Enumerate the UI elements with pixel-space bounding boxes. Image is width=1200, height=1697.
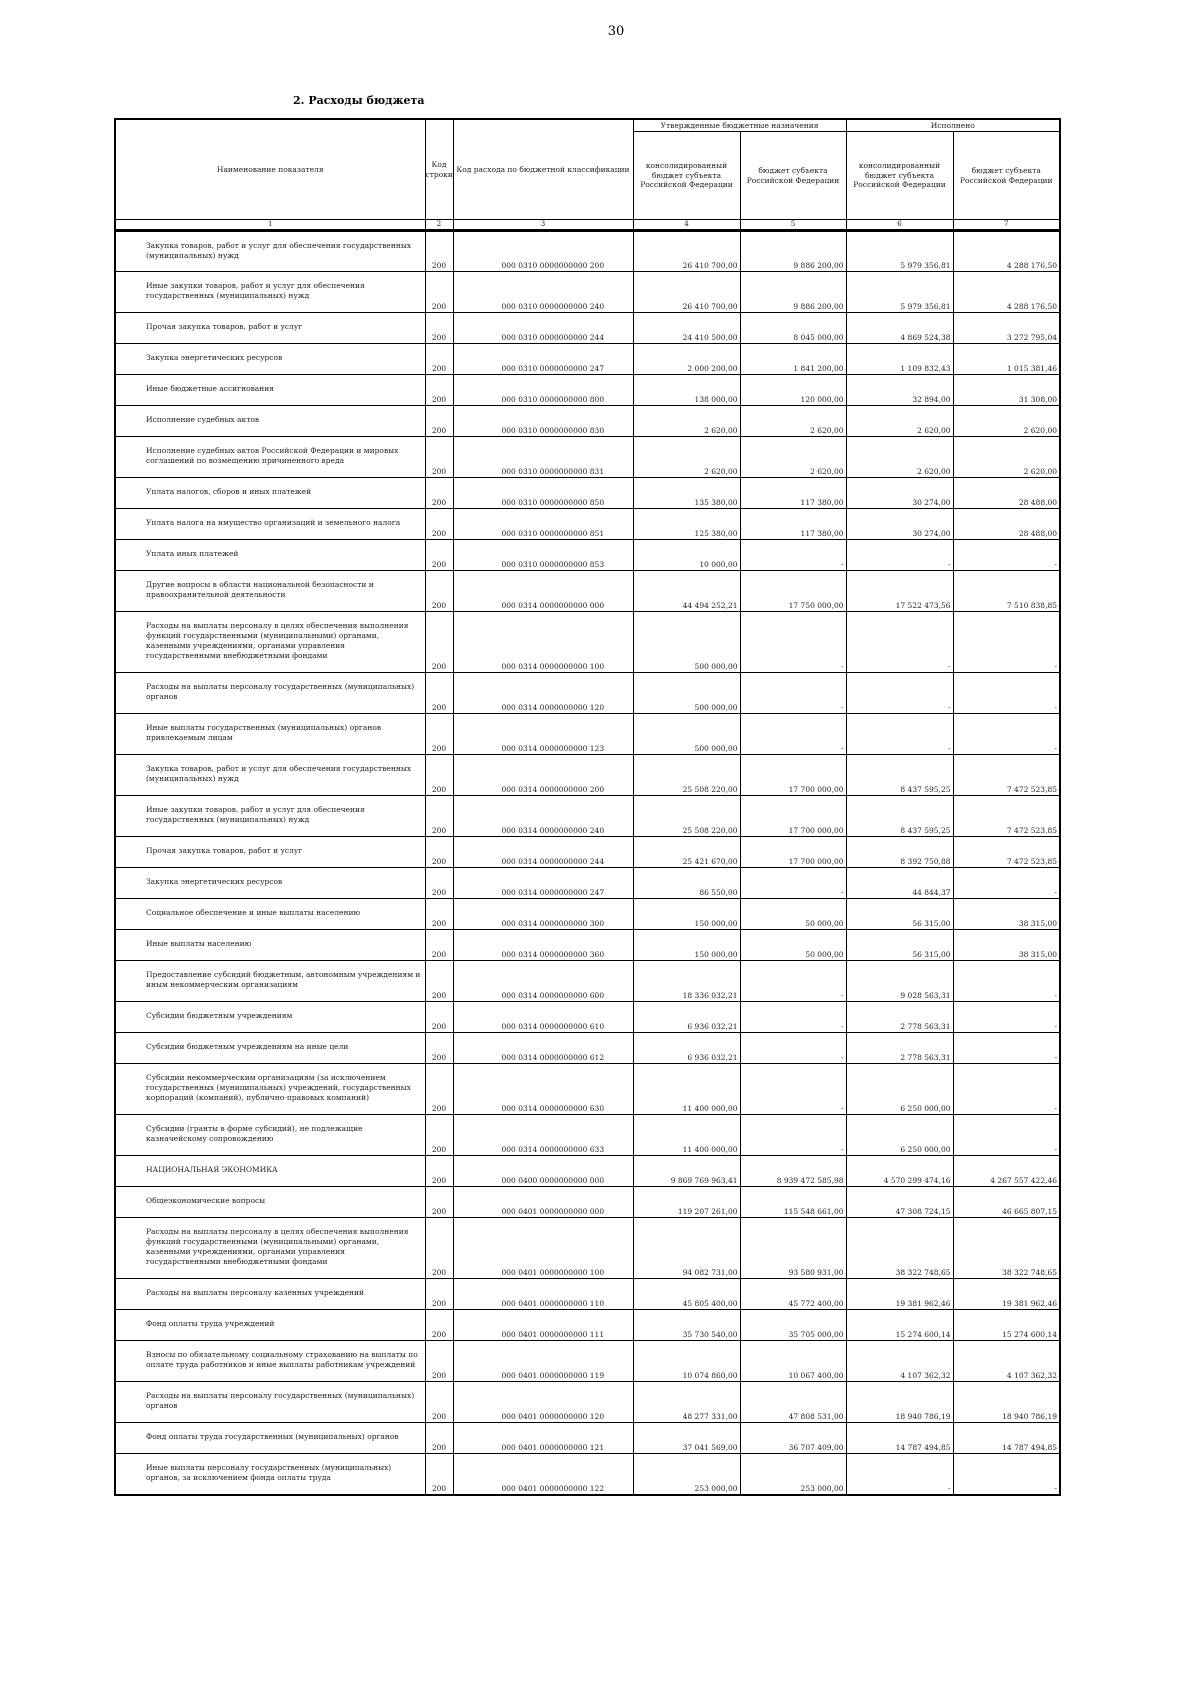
row-name: Социальное обеспечение и иные выплаты населению bbox=[115, 899, 425, 930]
executed-consolidated-value: 4 107 362,32 bbox=[846, 1341, 953, 1382]
executed-subject-value: 38 322 748,65 bbox=[953, 1218, 1060, 1279]
approved-subject-value: - bbox=[740, 673, 846, 714]
approved-consolidated-value: 10 000,00 bbox=[633, 540, 740, 571]
row-code: 200 bbox=[425, 961, 453, 1002]
executed-consolidated-value: 5 979 356,81 bbox=[846, 231, 953, 272]
approved-consolidated-value: 18 336 032,21 bbox=[633, 961, 740, 1002]
executed-subject-value: - bbox=[953, 612, 1060, 673]
col-number: 2 bbox=[425, 220, 453, 231]
approved-consolidated-value: 26 410 700,00 bbox=[633, 272, 740, 313]
table-row bbox=[115, 1033, 1060, 1064]
approved-consolidated-value: 6 936 032,21 bbox=[633, 1033, 740, 1064]
table-row bbox=[115, 714, 1060, 755]
row-code: 200 bbox=[425, 344, 453, 375]
row-name: Исполнение судебных актов Российской Федерации и мировых соглашений по возмещению причиненного вреда bbox=[115, 437, 425, 478]
approved-consolidated-value: 138 000,00 bbox=[633, 375, 740, 406]
approved-subject-value: 17 700 000,00 bbox=[740, 796, 846, 837]
approved-consolidated-value: 45 805 400,00 bbox=[633, 1279, 740, 1310]
executed-consolidated-value: - bbox=[846, 1454, 953, 1495]
executed-consolidated-value: 38 322 748,65 bbox=[846, 1218, 953, 1279]
approved-subject-value: 253 000,00 bbox=[740, 1454, 846, 1495]
approved-consolidated-value: 25 508 220,00 bbox=[633, 755, 740, 796]
table-row bbox=[115, 406, 1060, 437]
executed-consolidated-value: 17 522 473,56 bbox=[846, 571, 953, 612]
approved-consolidated-value: 119 207 261,00 bbox=[633, 1187, 740, 1218]
table-row bbox=[115, 1310, 1060, 1341]
row-kbk: 000 0401 0000000000 122 bbox=[453, 1454, 633, 1495]
row-code: 200 bbox=[425, 1187, 453, 1218]
approved-subject-value: 1 841 200,00 bbox=[740, 344, 846, 375]
executed-subject-value: 4 288 176,50 bbox=[953, 231, 1060, 272]
approved-subject-value: 8 939 472 585,98 bbox=[740, 1156, 846, 1187]
executed-subject-value: 7 472 523,85 bbox=[953, 755, 1060, 796]
executed-consolidated-value: 2 620,00 bbox=[846, 437, 953, 478]
approved-subject-value: 120 000,00 bbox=[740, 375, 846, 406]
row-code: 200 bbox=[425, 1156, 453, 1187]
executed-subject-value: 46 665 807,15 bbox=[953, 1187, 1060, 1218]
table-row bbox=[115, 1187, 1060, 1218]
row-name: Взносы по обязательному социальному страхованию на выплаты по оплате труда работников и иные выплаты работникам учреждений bbox=[115, 1341, 425, 1382]
row-code: 200 bbox=[425, 1454, 453, 1495]
table-row bbox=[115, 1156, 1060, 1187]
table-row bbox=[115, 673, 1060, 714]
row-code: 200 bbox=[425, 612, 453, 673]
table-row bbox=[115, 837, 1060, 868]
row-code: 200 bbox=[425, 930, 453, 961]
col-number: 7 bbox=[953, 220, 1060, 231]
header-executed-group: Исполнено bbox=[846, 119, 1060, 132]
row-kbk: 000 0314 0000000000 244 bbox=[453, 837, 633, 868]
executed-subject-value: - bbox=[953, 961, 1060, 1002]
executed-subject-value: - bbox=[953, 540, 1060, 571]
header-approved-consolidated: консолидированный бюджет субъекта Российской Федерации bbox=[633, 132, 740, 220]
row-name: Закупка товаров, работ и услуг для обеспечения государственных (муниципальных) нужд bbox=[115, 755, 425, 796]
row-code: 200 bbox=[425, 231, 453, 272]
approved-consolidated-value: 24 410 500,00 bbox=[633, 313, 740, 344]
executed-subject-value: - bbox=[953, 868, 1060, 899]
table-row bbox=[115, 755, 1060, 796]
row-kbk: 000 0310 0000000000 831 bbox=[453, 437, 633, 478]
executed-consolidated-value: 4 869 524,38 bbox=[846, 313, 953, 344]
row-code: 200 bbox=[425, 868, 453, 899]
row-kbk: 000 0310 0000000000 800 bbox=[453, 375, 633, 406]
row-kbk: 000 0310 0000000000 830 bbox=[453, 406, 633, 437]
header-executed-subject: бюджет субъекта Российской Федерации bbox=[953, 132, 1060, 220]
row-name: Общеэкономические вопросы bbox=[115, 1187, 425, 1218]
executed-subject-value: - bbox=[953, 1064, 1060, 1115]
executed-subject-value: - bbox=[953, 673, 1060, 714]
executed-consolidated-value: - bbox=[846, 540, 953, 571]
header-name: Наименование показателя bbox=[115, 119, 425, 220]
approved-subject-value: 9 886 200,00 bbox=[740, 231, 846, 272]
executed-consolidated-value: 8 392 750,88 bbox=[846, 837, 953, 868]
executed-consolidated-value: 4 570 299 474,16 bbox=[846, 1156, 953, 1187]
row-code: 200 bbox=[425, 796, 453, 837]
executed-consolidated-value: 6 250 000,00 bbox=[846, 1064, 953, 1115]
approved-subject-value: 45 772 400,00 bbox=[740, 1279, 846, 1310]
executed-subject-value: - bbox=[953, 1002, 1060, 1033]
row-code: 200 bbox=[425, 1423, 453, 1454]
row-name: Уплата налогов, сборов и иных платежей bbox=[115, 478, 425, 509]
row-code: 200 bbox=[425, 899, 453, 930]
approved-subject-value: 117 380,00 bbox=[740, 478, 846, 509]
row-kbk: 000 0314 0000000000 120 bbox=[453, 673, 633, 714]
row-code: 200 bbox=[425, 1033, 453, 1064]
row-name: Субсидии некоммерческим организациям (за исключением государственных (муниципальных) учреждений, государственных корпораций (компаний), публично-правовых компаний) bbox=[115, 1064, 425, 1115]
row-name: Иные закупки товаров, работ и услуг для обеспечения государственных (муниципальных) нужд bbox=[115, 796, 425, 837]
row-code: 200 bbox=[425, 1310, 453, 1341]
executed-consolidated-value: 2 778 563,31 bbox=[846, 1033, 953, 1064]
executed-consolidated-value: 9 028 563,31 bbox=[846, 961, 953, 1002]
approved-subject-value: 47 808 531,00 bbox=[740, 1382, 846, 1423]
table-row bbox=[115, 437, 1060, 478]
approved-subject-value: - bbox=[740, 1002, 846, 1033]
approved-subject-value: 2 620,00 bbox=[740, 437, 846, 478]
approved-consolidated-value: 10 074 860,00 bbox=[633, 1341, 740, 1382]
executed-consolidated-value: 2 778 563,31 bbox=[846, 1002, 953, 1033]
executed-consolidated-value: 30 274,00 bbox=[846, 509, 953, 540]
row-code: 200 bbox=[425, 313, 453, 344]
approved-subject-value: - bbox=[740, 961, 846, 1002]
executed-subject-value: 3 272 795,04 bbox=[953, 313, 1060, 344]
executed-consolidated-value: 44 844,37 bbox=[846, 868, 953, 899]
row-name: Иные выплаты населению bbox=[115, 930, 425, 961]
row-kbk: 000 0314 0000000000 240 bbox=[453, 796, 633, 837]
approved-consolidated-value: 37 041 569,00 bbox=[633, 1423, 740, 1454]
approved-consolidated-value: 25 421 670,00 bbox=[633, 837, 740, 868]
executed-consolidated-value: - bbox=[846, 612, 953, 673]
row-kbk: 000 0401 0000000000 110 bbox=[453, 1279, 633, 1310]
executed-consolidated-value: 6 250 000,00 bbox=[846, 1115, 953, 1156]
col-number: 1 bbox=[115, 220, 425, 231]
header-row-code: Код строки bbox=[425, 119, 453, 220]
executed-subject-value: - bbox=[953, 1115, 1060, 1156]
row-name: Иные выплаты персоналу государственных (муниципальных) органов, за исключением фонда оплаты труда bbox=[115, 1454, 425, 1495]
table-row bbox=[115, 612, 1060, 673]
table-row bbox=[115, 1002, 1060, 1033]
row-name: Уплата налога на имущество организаций и земельного налога bbox=[115, 509, 425, 540]
table-row bbox=[115, 1115, 1060, 1156]
table-row bbox=[115, 1454, 1060, 1495]
row-code: 200 bbox=[425, 437, 453, 478]
table-row bbox=[115, 1218, 1060, 1279]
approved-subject-value: 93 580 931,00 bbox=[740, 1218, 846, 1279]
executed-subject-value: 38 315,00 bbox=[953, 930, 1060, 961]
approved-consolidated-value: 2 620,00 bbox=[633, 437, 740, 478]
header-approved-group: Утвержденные бюджетные назначения bbox=[633, 119, 846, 132]
approved-subject-value: - bbox=[740, 1033, 846, 1064]
approved-subject-value: 50 000,00 bbox=[740, 899, 846, 930]
executed-subject-value: 1 015 381,46 bbox=[953, 344, 1060, 375]
table-row bbox=[115, 375, 1060, 406]
approved-subject-value: 50 000,00 bbox=[740, 930, 846, 961]
row-code: 200 bbox=[425, 1115, 453, 1156]
executed-subject-value: 7 510 838,85 bbox=[953, 571, 1060, 612]
approved-consolidated-value: 11 400 000,00 bbox=[633, 1115, 740, 1156]
row-kbk: 000 0314 0000000000 200 bbox=[453, 755, 633, 796]
approved-subject-value: 9 886 200,00 bbox=[740, 272, 846, 313]
row-kbk: 000 0314 0000000000 000 bbox=[453, 571, 633, 612]
row-kbk: 000 0400 0000000000 000 bbox=[453, 1156, 633, 1187]
approved-subject-value: 2 620,00 bbox=[740, 406, 846, 437]
row-name: Уплата иных платежей bbox=[115, 540, 425, 571]
approved-consolidated-value: 26 410 700,00 bbox=[633, 231, 740, 272]
row-kbk: 000 0310 0000000000 851 bbox=[453, 509, 633, 540]
approved-consolidated-value: 6 936 032,21 bbox=[633, 1002, 740, 1033]
approved-subject-value: - bbox=[740, 612, 846, 673]
executed-consolidated-value: - bbox=[846, 714, 953, 755]
approved-subject-value: - bbox=[740, 868, 846, 899]
row-name: Расходы на выплаты персоналу в целях обеспечения выполнения функций государственными (муниципальными) органами, казенными учреждениями, органами управления государственными внебюджетными фондами bbox=[115, 612, 425, 673]
header-approved-subject: бюджет субъекта Российской Федерации bbox=[740, 132, 846, 220]
executed-consolidated-value: 15 274 600,14 bbox=[846, 1310, 953, 1341]
table-row bbox=[115, 1064, 1060, 1115]
row-name: Исполнение судебных актов bbox=[115, 406, 425, 437]
row-name: Другие вопросы в области национальной безопасности и правоохранительной деятельности bbox=[115, 571, 425, 612]
executed-subject-value: 4 107 362,32 bbox=[953, 1341, 1060, 1382]
approved-consolidated-value: 2 000 200,00 bbox=[633, 344, 740, 375]
executed-subject-value: - bbox=[953, 1033, 1060, 1064]
row-code: 200 bbox=[425, 1382, 453, 1423]
table-row bbox=[115, 961, 1060, 1002]
row-name: Субсидии бюджетным учреждениям на иные цели bbox=[115, 1033, 425, 1064]
approved-consolidated-value: 500 000,00 bbox=[633, 714, 740, 755]
header-executed-consolidated: консолидированный бюджет субъекта Российской Федерации bbox=[846, 132, 953, 220]
col-number: 3 bbox=[453, 220, 633, 231]
header-classification-code: Код расхода по бюджетной классификации bbox=[453, 119, 633, 220]
approved-subject-value: 117 380,00 bbox=[740, 509, 846, 540]
row-kbk: 000 0401 0000000000 100 bbox=[453, 1218, 633, 1279]
col-number: 6 bbox=[846, 220, 953, 231]
row-code: 200 bbox=[425, 509, 453, 540]
executed-consolidated-value: 56 315,00 bbox=[846, 930, 953, 961]
approved-consolidated-value: 150 000,00 bbox=[633, 899, 740, 930]
row-name: Фонд оплаты труда государственных (муниципальных) органов bbox=[115, 1423, 425, 1454]
approved-consolidated-value: 25 508 220,00 bbox=[633, 796, 740, 837]
executed-subject-value: 2 620,00 bbox=[953, 437, 1060, 478]
col-number: 4 bbox=[633, 220, 740, 231]
row-name: Закупка товаров, работ и услуг для обеспечения государственных (муниципальных) нужд bbox=[115, 231, 425, 272]
table-row bbox=[115, 1279, 1060, 1310]
executed-consolidated-value: 8 437 595,25 bbox=[846, 796, 953, 837]
row-code: 200 bbox=[425, 673, 453, 714]
table-row bbox=[115, 540, 1060, 571]
table-row bbox=[115, 272, 1060, 313]
row-name: Закупка энергетических ресурсов bbox=[115, 344, 425, 375]
approved-consolidated-value: 500 000,00 bbox=[633, 612, 740, 673]
row-code: 200 bbox=[425, 714, 453, 755]
executed-subject-value: 2 620,00 bbox=[953, 406, 1060, 437]
row-kbk: 000 0314 0000000000 600 bbox=[453, 961, 633, 1002]
row-name: Фонд оплаты труда учреждений bbox=[115, 1310, 425, 1341]
executed-subject-value: 7 472 523,85 bbox=[953, 837, 1060, 868]
executed-consolidated-value: 2 620,00 bbox=[846, 406, 953, 437]
row-name: Прочая закупка товаров, работ и услуг bbox=[115, 837, 425, 868]
row-kbk: 000 0401 0000000000 119 bbox=[453, 1341, 633, 1382]
row-name: Расходы на выплаты персоналу казенных учреждений bbox=[115, 1279, 425, 1310]
executed-subject-value: 15 274 600,14 bbox=[953, 1310, 1060, 1341]
row-kbk: 000 0314 0000000000 612 bbox=[453, 1033, 633, 1064]
executed-consolidated-value: - bbox=[846, 673, 953, 714]
table-row bbox=[115, 344, 1060, 375]
row-kbk: 000 0310 0000000000 244 bbox=[453, 313, 633, 344]
row-kbk: 000 0314 0000000000 630 bbox=[453, 1064, 633, 1115]
approved-subject-value: 10 067 400,00 bbox=[740, 1341, 846, 1382]
row-code: 200 bbox=[425, 1218, 453, 1279]
table-row bbox=[115, 868, 1060, 899]
row-code: 200 bbox=[425, 1341, 453, 1382]
approved-subject-value: - bbox=[740, 714, 846, 755]
row-code: 200 bbox=[425, 478, 453, 509]
row-name: Прочая закупка товаров, работ и услуг bbox=[115, 313, 425, 344]
row-kbk: 000 0314 0000000000 247 bbox=[453, 868, 633, 899]
budget-expenses-table-wrapper bbox=[114, 118, 1059, 1496]
approved-consolidated-value: 135 380,00 bbox=[633, 478, 740, 509]
row-name: Субсидии (гранты в форме субсидий), не подлежащие казначейскому сопровождению bbox=[115, 1115, 425, 1156]
page-number: 30 bbox=[607, 24, 625, 39]
approved-consolidated-value: 11 400 000,00 bbox=[633, 1064, 740, 1115]
row-code: 200 bbox=[425, 1002, 453, 1033]
row-name: Иные выплаты государственных (муниципальных) органов привлекаемым лицам bbox=[115, 714, 425, 755]
row-code: 200 bbox=[425, 755, 453, 796]
row-kbk: 000 0314 0000000000 610 bbox=[453, 1002, 633, 1033]
row-name: Закупка энергетических ресурсов bbox=[115, 868, 425, 899]
executed-consolidated-value: 32 894,00 bbox=[846, 375, 953, 406]
table-row bbox=[115, 231, 1060, 272]
executed-subject-value: 28 488,00 bbox=[953, 509, 1060, 540]
approved-consolidated-value: 86 550,00 bbox=[633, 868, 740, 899]
approved-consolidated-value: 9 869 769 963,41 bbox=[633, 1156, 740, 1187]
approved-subject-value: 8 045 000,00 bbox=[740, 313, 846, 344]
approved-subject-value: - bbox=[740, 1115, 846, 1156]
executed-subject-value: - bbox=[953, 1454, 1060, 1495]
executed-consolidated-value: 19 381 962,46 bbox=[846, 1279, 953, 1310]
executed-consolidated-value: 56 315,00 bbox=[846, 899, 953, 930]
approved-subject-value: 17 700 000,00 bbox=[740, 837, 846, 868]
row-kbk: 000 0310 0000000000 247 bbox=[453, 344, 633, 375]
executed-subject-value: 4 288 176,50 bbox=[953, 272, 1060, 313]
row-name: Иные бюджетные ассигнования bbox=[115, 375, 425, 406]
executed-subject-value: 14 787 494,85 bbox=[953, 1423, 1060, 1454]
approved-consolidated-value: 2 620,00 bbox=[633, 406, 740, 437]
row-code: 200 bbox=[425, 272, 453, 313]
row-kbk: 000 0401 0000000000 120 bbox=[453, 1382, 633, 1423]
executed-subject-value: - bbox=[953, 714, 1060, 755]
executed-consolidated-value: 1 109 832,43 bbox=[846, 344, 953, 375]
row-name: Иные закупки товаров, работ и услуг для обеспечения государственных (муниципальных) нужд bbox=[115, 272, 425, 313]
row-kbk: 000 0314 0000000000 123 bbox=[453, 714, 633, 755]
row-name: НАЦИОНАЛЬНАЯ ЭКОНОМИКА bbox=[115, 1156, 425, 1187]
approved-subject-value: 115 548 661,00 bbox=[740, 1187, 846, 1218]
table-body bbox=[115, 231, 1060, 1495]
executed-consolidated-value: 30 274,00 bbox=[846, 478, 953, 509]
executed-subject-value: 4 267 557 422,46 bbox=[953, 1156, 1060, 1187]
row-name: Субсидии бюджетным учреждениям bbox=[115, 1002, 425, 1033]
row-kbk: 000 0314 0000000000 300 bbox=[453, 899, 633, 930]
table-row bbox=[115, 1382, 1060, 1423]
row-kbk: 000 0310 0000000000 200 bbox=[453, 231, 633, 272]
row-code: 200 bbox=[425, 571, 453, 612]
row-kbk: 000 0310 0000000000 850 bbox=[453, 478, 633, 509]
row-kbk: 000 0401 0000000000 111 bbox=[453, 1310, 633, 1341]
row-code: 200 bbox=[425, 375, 453, 406]
approved-subject-value: 17 750 000,00 bbox=[740, 571, 846, 612]
row-kbk: 000 0314 0000000000 360 bbox=[453, 930, 633, 961]
row-kbk: 000 0314 0000000000 633 bbox=[453, 1115, 633, 1156]
approved-consolidated-value: 150 000,00 bbox=[633, 930, 740, 961]
approved-consolidated-value: 500 000,00 bbox=[633, 673, 740, 714]
section-title: 2. Расходы бюджета bbox=[293, 94, 425, 107]
row-name: Расходы на выплаты персоналу в целях обеспечения выполнения функций государственными (муниципальными) органами, казенными учреждениями, органами управления государственными внебюджетными фондами bbox=[115, 1218, 425, 1279]
executed-subject-value: 28 488,00 bbox=[953, 478, 1060, 509]
executed-subject-value: 7 472 523,85 bbox=[953, 796, 1060, 837]
approved-subject-value: 17 700 000,00 bbox=[740, 755, 846, 796]
executed-consolidated-value: 14 787 494,85 bbox=[846, 1423, 953, 1454]
row-name: Предоставление субсидий бюджетным, автономным учреждениям и иным некоммерческим организациям bbox=[115, 961, 425, 1002]
row-kbk: 000 0401 0000000000 000 bbox=[453, 1187, 633, 1218]
budget-expenses-table bbox=[114, 118, 1061, 1496]
table-row bbox=[115, 571, 1060, 612]
table-row bbox=[115, 796, 1060, 837]
row-code: 200 bbox=[425, 540, 453, 571]
approved-subject-value: 36 707 409,00 bbox=[740, 1423, 846, 1454]
row-kbk: 000 0310 0000000000 240 bbox=[453, 272, 633, 313]
row-code: 200 bbox=[425, 1064, 453, 1115]
table-row bbox=[115, 930, 1060, 961]
table-row bbox=[115, 313, 1060, 344]
table-row bbox=[115, 509, 1060, 540]
executed-subject-value: 38 315,00 bbox=[953, 899, 1060, 930]
row-name: Расходы на выплаты персоналу государственных (муниципальных) органов bbox=[115, 673, 425, 714]
approved-consolidated-value: 44 494 252,21 bbox=[633, 571, 740, 612]
executed-consolidated-value: 8 437 595,25 bbox=[846, 755, 953, 796]
approved-consolidated-value: 125 380,00 bbox=[633, 509, 740, 540]
table-row bbox=[115, 899, 1060, 930]
row-code: 200 bbox=[425, 406, 453, 437]
executed-consolidated-value: 47 308 724,15 bbox=[846, 1187, 953, 1218]
approved-consolidated-value: 48 277 331,00 bbox=[633, 1382, 740, 1423]
row-kbk: 000 0314 0000000000 100 bbox=[453, 612, 633, 673]
approved-consolidated-value: 35 730 540,00 bbox=[633, 1310, 740, 1341]
approved-subject-value: - bbox=[740, 1064, 846, 1115]
table-header bbox=[115, 119, 1060, 231]
executed-subject-value: 31 308,00 bbox=[953, 375, 1060, 406]
row-kbk: 000 0401 0000000000 121 bbox=[453, 1423, 633, 1454]
table-row bbox=[115, 1341, 1060, 1382]
approved-consolidated-value: 253 000,00 bbox=[633, 1454, 740, 1495]
table-row bbox=[115, 478, 1060, 509]
executed-consolidated-value: 5 979 356,81 bbox=[846, 272, 953, 313]
col-number: 5 bbox=[740, 220, 846, 231]
approved-subject-value: - bbox=[740, 540, 846, 571]
executed-subject-value: 19 381 962,46 bbox=[953, 1279, 1060, 1310]
table-row bbox=[115, 1423, 1060, 1454]
row-kbk: 000 0310 0000000000 853 bbox=[453, 540, 633, 571]
approved-subject-value: 35 705 000,00 bbox=[740, 1310, 846, 1341]
row-code: 200 bbox=[425, 837, 453, 868]
executed-consolidated-value: 18 940 786,19 bbox=[846, 1382, 953, 1423]
row-code: 200 bbox=[425, 1279, 453, 1310]
row-name: Расходы на выплаты персоналу государственных (муниципальных) органов bbox=[115, 1382, 425, 1423]
executed-subject-value: 18 940 786,19 bbox=[953, 1382, 1060, 1423]
approved-consolidated-value: 94 082 731,00 bbox=[633, 1218, 740, 1279]
